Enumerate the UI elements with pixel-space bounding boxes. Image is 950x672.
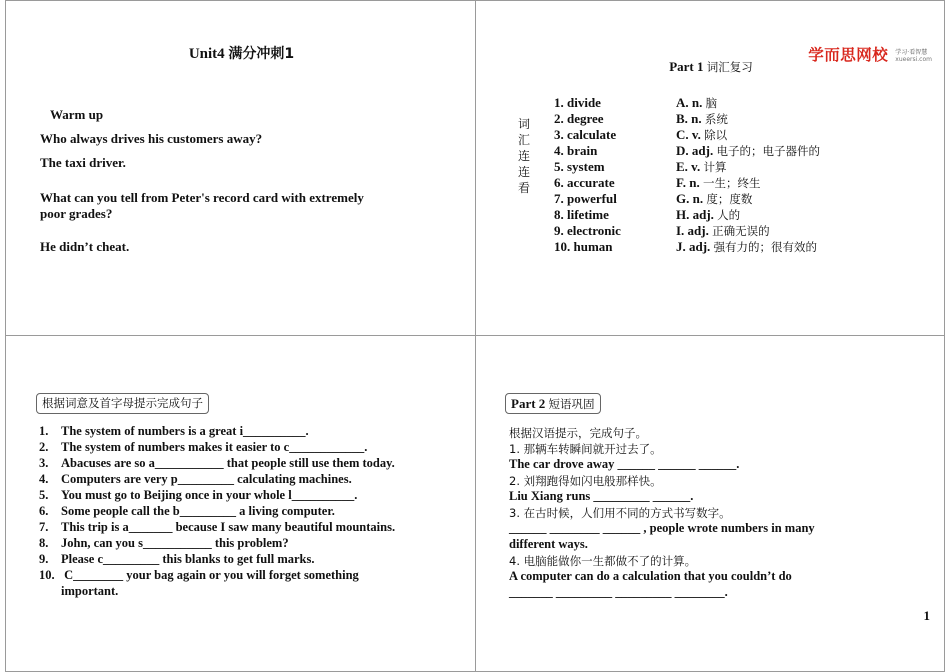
sentence-item: [39, 536, 289, 551]
definition-item: [676, 175, 820, 191]
vertical-char: 看: [517, 181, 530, 195]
definition-chinese: 系统: [704, 112, 728, 126]
question-line: Who always drives his customers away?: [40, 131, 263, 146]
chinese-prompt: 1. 那辆车转瞬间就开过去了。: [509, 442, 662, 456]
sentence-text: John, can you s___________ this problem?: [61, 536, 289, 550]
slide-vocabulary-review: [475, 0, 945, 336]
logo-text: 学而思网校: [808, 46, 889, 64]
sentence-item: [39, 456, 395, 471]
definition-letter: J. adj.: [676, 239, 711, 254]
word-item: 1. divide: [554, 95, 601, 110]
word-item: 4. brain: [554, 143, 598, 158]
definition-item: [676, 239, 820, 255]
question-line: What can you tell from Peter's record card with extremely: [40, 190, 364, 205]
word-item: 2. degree: [554, 111, 604, 126]
sentence-text: This trip is a_______ because I saw many beautiful mountains.: [61, 520, 396, 534]
section-label: 根据词意及首字母提示完成句子: [36, 393, 209, 414]
sentence-item: [39, 472, 352, 487]
question-line: poor grades?: [40, 206, 113, 221]
sentence-item: [39, 504, 335, 519]
sentence-item: [39, 488, 357, 503]
english-sentence: A computer can do a calculation that you couldn’t do: [509, 569, 792, 583]
definition-chinese: 脑: [705, 96, 718, 110]
definition-item: [676, 95, 820, 111]
sentence-text: C________ your bag again or you will forget something: [61, 568, 359, 582]
definition-item: [676, 111, 820, 127]
vertical-char: 汇: [517, 133, 530, 147]
part2-chinese: 短语巩固: [548, 397, 595, 411]
slide-title: [6, 43, 476, 63]
sentence-number: 4.: [39, 472, 49, 486]
sentence-text: The system of numbers is a great i__________.: [61, 424, 309, 438]
word-item: 7. powerful: [554, 191, 617, 206]
instruction-text: 根据汉语提示，完成句子。: [509, 426, 647, 440]
vertical-char: 词: [517, 117, 530, 131]
chinese-prompt: 4. 电脑能做你一生都做不了的计算。: [509, 554, 697, 568]
english-sentence: Liu Xiang runs _________ ______.: [509, 489, 694, 503]
definition-letter: E. v.: [676, 159, 701, 174]
section-label: [505, 393, 601, 414]
sentence-number: 2.: [39, 440, 49, 454]
definition-item: [676, 127, 820, 143]
definition-item: [676, 191, 820, 207]
sentence-number: 6.: [39, 504, 49, 518]
definition-letter: A. n.: [676, 95, 703, 110]
sentence-number: 7.: [39, 520, 49, 534]
english-sentence: different ways.: [509, 537, 588, 551]
part1-chinese: 词汇复习: [706, 60, 753, 74]
definition-item: [676, 143, 820, 159]
definition-item: [676, 207, 820, 223]
sentence-number: 3.: [39, 456, 49, 470]
word-item: 6. accurate: [554, 175, 615, 190]
chinese-prompt: 3. 在古时候，人们用不同的方式书写数字。: [509, 506, 731, 520]
definition-letter: F. n.: [676, 175, 700, 190]
definition-chinese: 强有力的；很有效的: [713, 240, 818, 254]
sentence-item: [39, 552, 314, 567]
sentence-item: [39, 440, 367, 455]
sentence-item: [39, 520, 395, 535]
definition-chinese: 计算: [703, 160, 727, 174]
part1-label: Part 1: [669, 59, 704, 74]
definition-chinese: 除以: [704, 128, 728, 142]
english-sentence: ______ ________ ______ , people wrote numbers in many: [509, 521, 815, 535]
sentence-text: Some people call the b_________ a living computer.: [61, 504, 335, 518]
definition-chinese: 正确无误的: [712, 224, 770, 238]
part1-title: [476, 59, 945, 75]
definition-chinese: 度；度数: [706, 192, 753, 206]
vertical-char: 连: [517, 149, 530, 163]
title-chinese: 满分冲刺1: [228, 46, 295, 62]
sentence-item: [39, 568, 359, 583]
logo-url: xueersi.com: [895, 56, 932, 64]
word-item: 3. calculate: [554, 127, 617, 142]
part2-label: Part 2: [511, 396, 546, 411]
sentence-text: Computers are very p_________ calculating machines.: [61, 472, 352, 486]
sentence-continuation: important.: [61, 584, 119, 598]
slide-sentence-completion: [5, 335, 476, 672]
logo-slogan: 学习·看智慧: [895, 49, 928, 57]
definition-letter: G. n.: [676, 191, 704, 206]
definition-chinese: 一生；终生: [702, 176, 761, 190]
sentence-number: 8.: [39, 536, 49, 550]
sentence-text: Please c_________ this blanks to get full marks.: [61, 552, 315, 566]
definition-letter: I. adj.: [676, 223, 709, 238]
word-item: 10. human: [554, 239, 613, 254]
word-list: [554, 95, 621, 255]
definition-item: [676, 159, 820, 175]
definition-letter: D. adj.: [676, 143, 714, 158]
word-item: 9. electronic: [554, 223, 621, 238]
definition-list: [676, 95, 820, 255]
slide-warm-up: [5, 0, 476, 336]
sentence-item: [39, 424, 309, 439]
english-sentence: _______ _________ _________ ________.: [509, 585, 728, 599]
sentence-text: The system of numbers makes it easier to c____________.: [61, 440, 368, 454]
warm-up-heading: Warm up: [50, 107, 104, 122]
sentence-number: 1.: [39, 424, 49, 438]
vertical-label: [516, 116, 532, 196]
definition-chinese: 电子的；电子器件的: [716, 144, 820, 158]
sentence-number: 9.: [39, 552, 49, 566]
word-item: 5. system: [554, 159, 605, 174]
sentence-text: You must go to Beijing once in your whole l__________.: [61, 488, 358, 502]
definition-chinese: 人的: [717, 208, 741, 222]
title-unit: Unit4: [188, 46, 225, 62]
definition-item: [676, 223, 820, 239]
english-sentence: The car drove away ______ ______ ______.: [509, 457, 740, 471]
definition-letter: B. n.: [676, 111, 702, 126]
definition-letter: C. v.: [676, 127, 701, 142]
definition-letter: H. adj.: [676, 207, 714, 222]
answer-line: He didn’t cheat.: [40, 239, 130, 254]
slide-phrase-review: [475, 335, 945, 672]
sentence-number: 10.: [39, 568, 55, 582]
page-number: 1: [923, 608, 930, 623]
sentence-number: 5.: [39, 488, 49, 502]
chinese-prompt: 2. 刘翔跑得如闪电般那样快。: [509, 474, 662, 488]
vertical-char: 连: [517, 165, 530, 179]
sentence-text: Abacuses are so a___________ that people still use them today.: [61, 456, 395, 470]
answer-line: The taxi driver.: [40, 155, 126, 170]
word-item: 8. lifetime: [554, 207, 609, 222]
